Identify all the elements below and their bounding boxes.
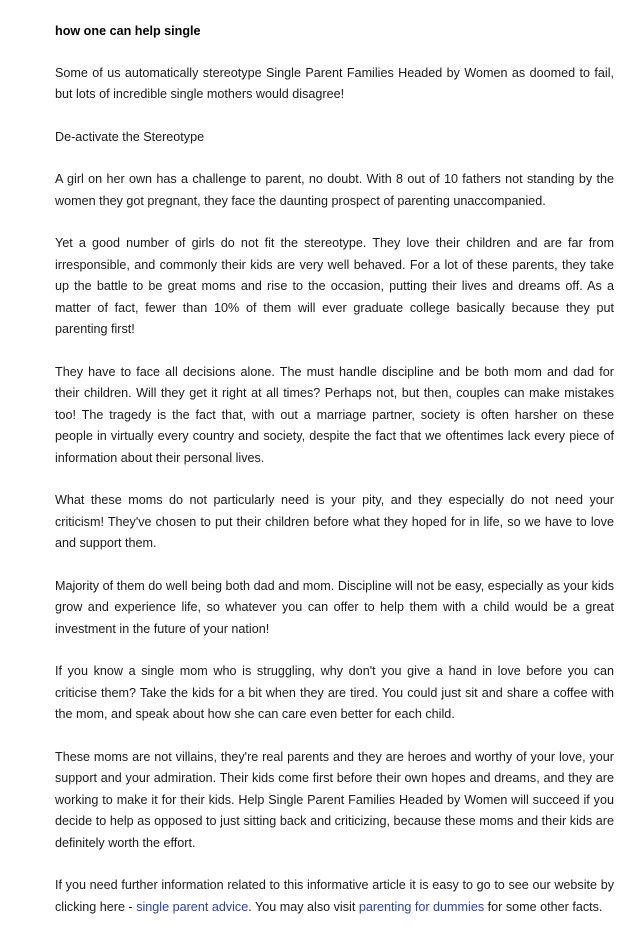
paragraph-heroes: These moms are not villains, they're real parents and they are heroes and worthy of your love, your support and your admiration. Their kids come first before their own hopes and dreams, and they are working to make it for their kids. Help Single Parent Families Headed by Women will succeed if you decide to help as opposed to just sitting back and criticizing, because these moms and their kids are definitely worth the effort. <box>55 749 614 850</box>
single-parent-advice-link[interactable]: single parent advice <box>136 899 249 914</box>
further-info-text-end: for some other facts. <box>484 899 603 914</box>
further-info-text-start: If you need further information related to this informative article it is easy to go to see our website by clicking here - <box>55 878 614 914</box>
paragraph-decisions: They have to face all decisions alone. The must handle discipline and be both mom and dad for their children. Will they get it right at all times? Perhaps not, but then, couples can make mistakes too! The tragedy is the fact that, with out a marriage partner, society is often harsher on these people in virtually every country and society, despite the fact that we oftentimes lack every piece of information about their personal lives. <box>55 364 614 465</box>
document-page <box>55 21 614 939</box>
document-title: how one can help single <box>55 24 201 38</box>
paragraph-stereotype: Yet a good number of girls do not fit the stereotype. They love their children and are far from irresponsible, and commonly their kids are very well behaved. For a lot of these parents, they take up the battle to be great moms and rise to the occasion, putting their lives and dreams off. As a matter of fact, fewer than 10% of them will ever graduate college basically because they put parenting first! <box>55 236 614 336</box>
further-info-text-middle: . You may also visit <box>248 899 359 914</box>
paragraph-intro: Some of us automatically stereotype Single Parent Families Headed by Women as doomed to fail, but lots of incredible single mothers would disagree! <box>55 65 614 101</box>
paragraph-challenge: A girl on her own has a challenge to parent, no doubt. With 8 out of 10 fathers not standing by the women they got pregnant, they face the daunting prospect of parenting unaccompanied. <box>55 172 614 208</box>
paragraph-help: If you know a single mom who is struggling, why don't you give a hand in love before you can criticise them? Take the kids for a bit when they are tired. You could just sit and share a coffee with the mom, and speak about how she can care even better for each child. <box>55 664 614 721</box>
section-heading: De-activate the Stereotype <box>55 129 205 144</box>
parenting-for-dummies-link[interactable]: parenting for dummies <box>358 899 485 914</box>
paragraph-further-info <box>55 875 614 918</box>
paragraph-majority: Majority of them do well being both dad and mom. Discipline will not be easy, especially as your kids grow and experience life, so whatever you can offer to help them with a child would be a great investment in the future of your nation! <box>55 578 614 636</box>
paragraph-pity: What these moms do not particularly need is your pity, and they especially do not need your criticism! They've chosen to put their children before what they hoped for in life, so we have to love and support them. <box>55 493 614 550</box>
